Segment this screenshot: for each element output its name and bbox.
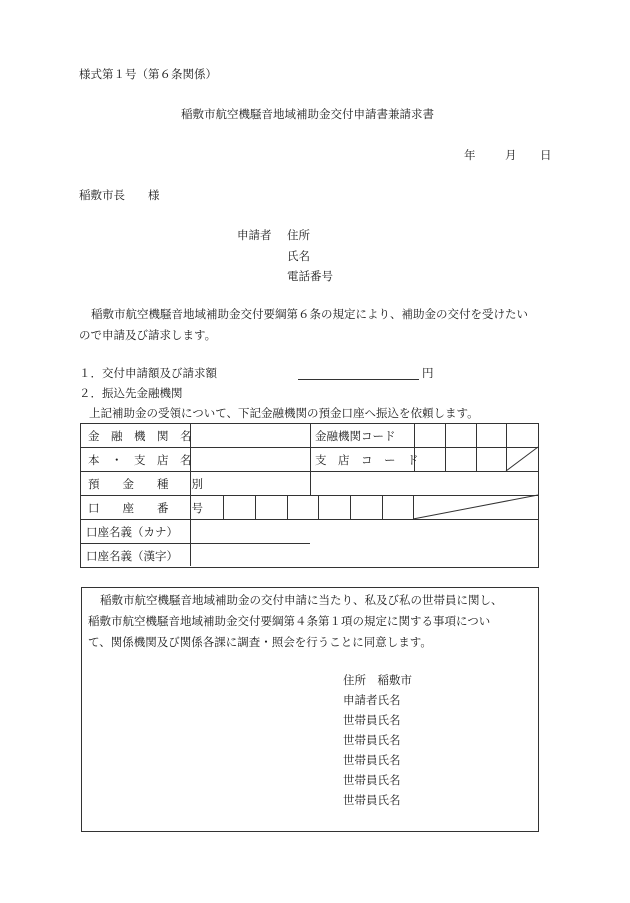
applicant-label: 申請者 (237, 228, 272, 242)
institution-code-label: 金融機関コード (315, 429, 396, 443)
holder-kanji-field[interactable] (191, 544, 309, 566)
row-divider (80, 471, 538, 472)
form-number: 様式第１号（第６条関係） (79, 67, 217, 81)
deposit-type-label: 預 金 種 別 (88, 477, 203, 491)
account-digit-divider (350, 495, 351, 519)
bank-heading: ２．振込先金融機関 (79, 386, 183, 400)
household-member-name: 世帯員氏名 (343, 793, 401, 807)
household-member-name: 世帯員氏名 (343, 713, 401, 727)
code-digit-divider (445, 423, 446, 471)
consent-line-1: 稲敷市航空機騒音地域補助金の交付申請に当たり、私及び私の世帯員に関し、 (100, 593, 503, 607)
row-divider (80, 519, 538, 520)
account-number-label: 口 座 番 号 (88, 501, 203, 515)
institution-name-field[interactable] (191, 424, 309, 446)
date-month: 月 (505, 148, 517, 162)
intro-line-1: 稲敷市航空機騒音地域補助金交付要綱第６条の規定により、補助金の交付を受けたい (91, 307, 528, 321)
branch-name-field[interactable] (191, 448, 309, 470)
account-digit-divider (223, 495, 224, 519)
account-digit-divider (255, 495, 256, 519)
amount-unit: 円 (422, 366, 434, 380)
intro-line-2: ので申請及び請求します。 (79, 328, 217, 342)
date-year: 年 (464, 148, 476, 162)
consent-line-3: て、関係機関及び関係各課に調査・照会を行うことに同意します。 (88, 635, 432, 649)
household-member-name: 世帯員氏名 (343, 773, 401, 787)
branch-code-strike (506, 447, 538, 471)
household-member-name: 世帯員氏名 (343, 733, 401, 747)
applicant-phone-label: 電話番号 (287, 269, 333, 283)
consent-address: 住所 稲敷市 (343, 673, 412, 687)
branch-code-label: 支 店 コ ー ド (315, 453, 419, 467)
addressee: 稲敷市長 様 (79, 188, 160, 202)
account-digit-divider (382, 495, 383, 519)
code-digit-divider (476, 423, 477, 471)
account-digit-divider (287, 495, 288, 519)
row-divider (80, 447, 538, 448)
branch-name-label: 本 ・ 支 店 名 (88, 453, 192, 467)
holder-kana-label: 口座名義（カナ） (86, 525, 178, 539)
applicant-address-label: 住所 (287, 228, 310, 242)
account-number-strike (413, 495, 538, 519)
date-day: 日 (540, 148, 552, 162)
consent-line-2: 稲敷市航空機騒音地域補助金交付要綱第４条第１項の規定に関する事項につい (88, 614, 491, 628)
deposit-type-field[interactable] (191, 472, 309, 494)
amount-underline[interactable] (298, 379, 419, 380)
bank-note: 上記補助金の受領について、下記金融機関の預金口座へ振込を依頼します。 (89, 406, 479, 420)
account-digit-divider (318, 495, 319, 519)
household-member-name: 世帯員氏名 (343, 753, 401, 767)
amount-label: １．交付申請額及び請求額 (79, 366, 217, 380)
holder-kana-field[interactable] (191, 520, 309, 542)
institution-name-label: 金 融 機 関 名 (88, 429, 192, 443)
page-title: 稲敷市航空機騒音地域補助金交付申請書兼請求書 (181, 107, 434, 121)
consent-applicant-name: 申請者氏名 (343, 693, 401, 707)
middle-divider (310, 423, 311, 495)
holder-kanji-label: 口座名義（漢字） (86, 549, 178, 563)
applicant-name-label: 氏名 (287, 249, 310, 263)
